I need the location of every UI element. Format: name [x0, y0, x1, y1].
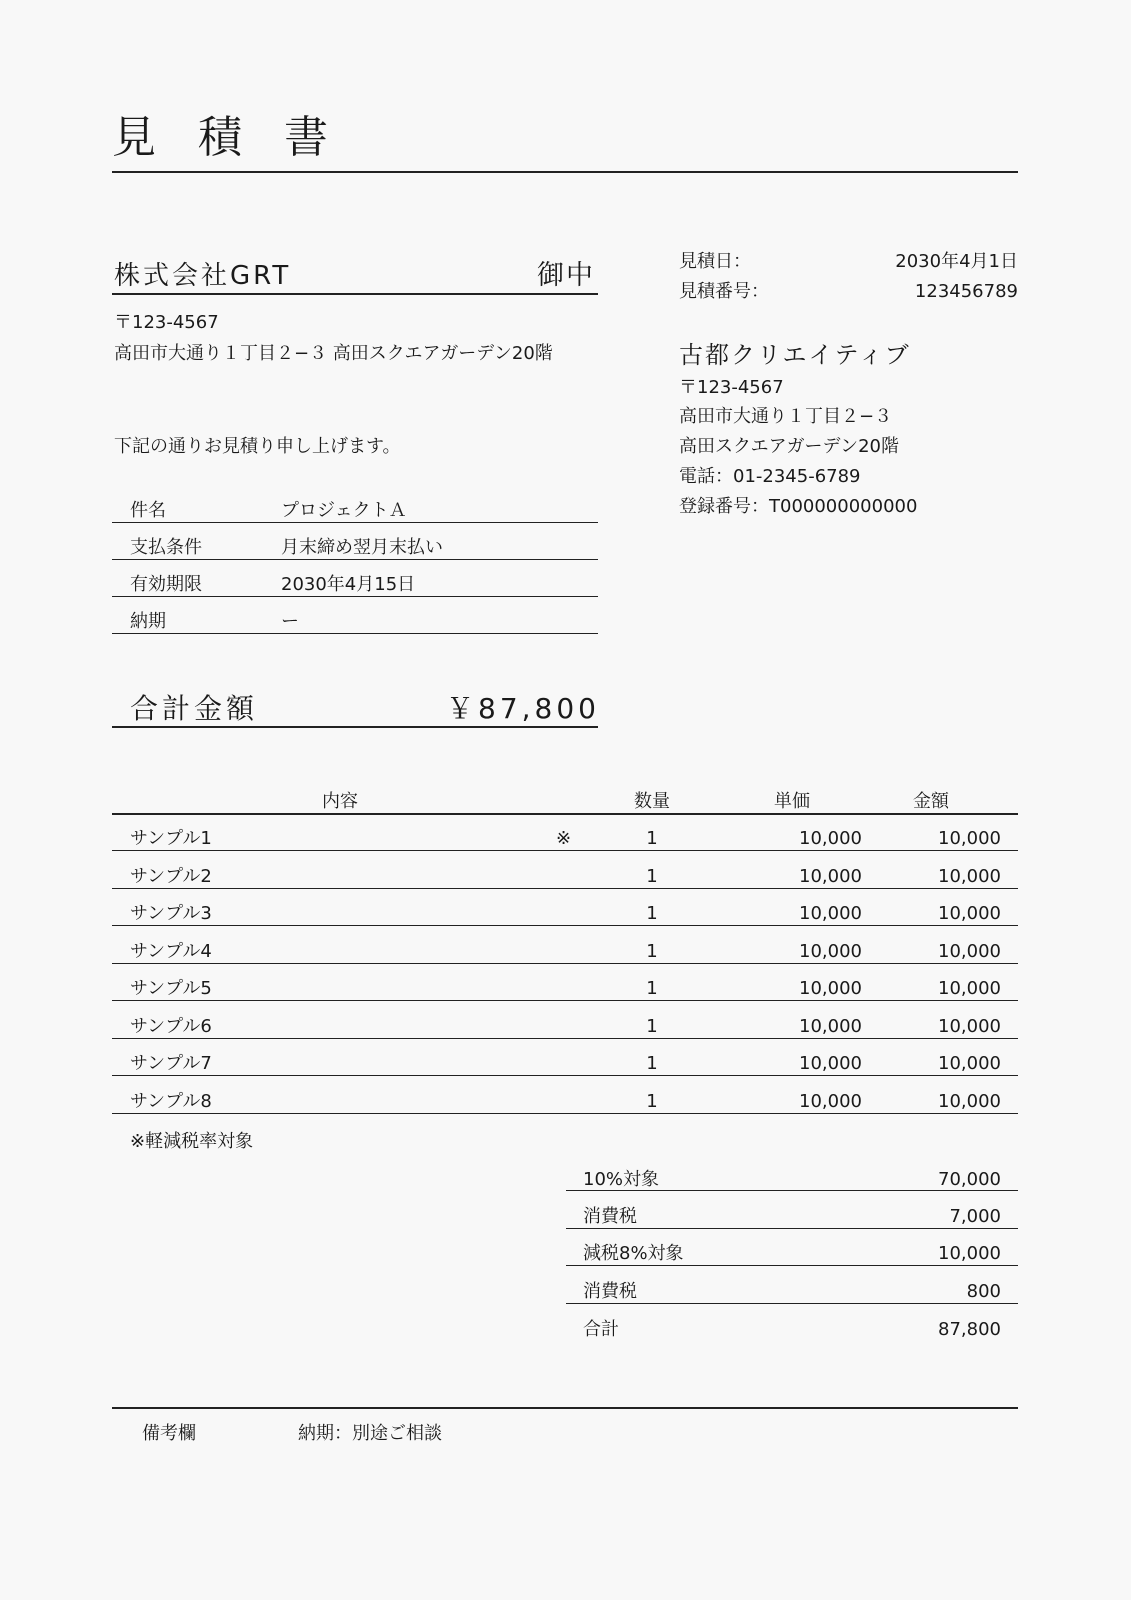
- table-row-divider: [112, 888, 1018, 889]
- issuer-address-line1: 高田市大通り１丁目２−３: [679, 406, 893, 427]
- issuer-zip: 〒123-4567: [679, 377, 784, 398]
- client-underline: [112, 293, 598, 295]
- client-honorific: 御中: [537, 260, 595, 291]
- row-item-name: サンプル5: [130, 978, 212, 999]
- row-amount: 10,000: [938, 1016, 1001, 1037]
- info-value-delivery: ー: [281, 611, 299, 632]
- info-row-divider: [112, 522, 598, 523]
- table-row-divider: [112, 963, 1018, 964]
- info-row-divider: [112, 633, 598, 634]
- header-unit-price: 単価: [774, 791, 810, 812]
- summary-divider: [566, 1265, 1018, 1266]
- row-quantity: 1: [646, 866, 658, 887]
- summary-value-total: 87,800: [938, 1319, 1001, 1340]
- issuer-name: 古都クリエイティブ: [679, 341, 911, 369]
- row-unit-price: 10,000: [799, 1053, 862, 1074]
- summary-label-total: 合計: [583, 1319, 619, 1340]
- intro-text: 下記の通りお見積り申し上げます。: [114, 436, 401, 457]
- remarks-divider: [112, 1407, 1018, 1409]
- header-divider: [112, 813, 1018, 815]
- info-value-payment: 月末締め翌月末払い: [281, 537, 443, 558]
- summary-label-tax-8pct: 消費税: [583, 1281, 637, 1302]
- row-item-name: サンプル6: [130, 1016, 212, 1037]
- total-amount-value: ￥87,800: [446, 692, 600, 725]
- row-quantity: 1: [646, 1053, 658, 1074]
- table-row-divider: [112, 850, 1018, 851]
- info-value-validity: 2030年4月15日: [281, 574, 416, 595]
- estimate-number-label: 見積番号：: [679, 281, 769, 302]
- row-quantity: 1: [646, 903, 658, 924]
- table-row-divider: [112, 1113, 1018, 1114]
- row-quantity: 1: [646, 1016, 658, 1037]
- header-amount: 金額: [913, 791, 949, 812]
- header-content: 内容: [322, 791, 358, 812]
- remarks-value: 納期：別途ご相談: [298, 1423, 442, 1444]
- summary-divider: [566, 1228, 1018, 1229]
- row-amount: 10,000: [938, 1091, 1001, 1112]
- remarks-label: 備考欄: [142, 1423, 196, 1444]
- row-item-name: サンプル4: [130, 941, 212, 962]
- row-amount: 10,000: [938, 1053, 1001, 1074]
- table-row-divider: [112, 1075, 1018, 1076]
- row-item-name: サンプル7: [130, 1053, 212, 1074]
- row-unit-price: 10,000: [799, 866, 862, 887]
- row-unit-price: 10,000: [799, 1016, 862, 1037]
- summary-value-8pct: 10,000: [938, 1243, 1001, 1264]
- issuer-phone: 電話：01-2345-6789: [679, 466, 861, 487]
- summary-label-8pct: 減税8%対象: [583, 1243, 684, 1264]
- table-row-divider: [112, 925, 1018, 926]
- row-quantity: 1: [646, 828, 658, 849]
- row-unit-price: 10,000: [799, 978, 862, 999]
- issuer-registration: 登録番号：T000000000000: [679, 496, 918, 517]
- total-amount-label: 合計金額: [130, 692, 259, 725]
- estimate-date-label: 見積日：: [679, 251, 751, 272]
- info-label-payment: 支払条件: [130, 537, 202, 558]
- row-amount: 10,000: [938, 828, 1001, 849]
- summary-value-tax-10pct: 7,000: [949, 1206, 1001, 1227]
- client-zip: 〒123-4567: [114, 312, 219, 333]
- info-row-divider: [112, 596, 598, 597]
- row-quantity: 1: [646, 1091, 658, 1112]
- row-quantity: 1: [646, 941, 658, 962]
- table-row-divider: [112, 1038, 1018, 1039]
- reduced-tax-note: ※軽減税率対象: [130, 1131, 254, 1152]
- summary-value-10pct: 70,000: [938, 1169, 1001, 1190]
- row-unit-price: 10,000: [799, 903, 862, 924]
- row-amount: 10,000: [938, 903, 1001, 924]
- estimate-number-value: 123456789: [914, 281, 1018, 302]
- summary-value-tax-8pct: 800: [966, 1281, 1001, 1302]
- row-amount: 10,000: [938, 978, 1001, 999]
- client-name: 株式会社GRT: [114, 261, 292, 291]
- row-item-name: サンプル3: [130, 903, 212, 924]
- issuer-address-line2: 高田スクエアガーデン20階: [679, 436, 900, 457]
- summary-divider: [566, 1303, 1018, 1304]
- row-item-name: サンプル8: [130, 1091, 212, 1112]
- row-reduced-mark: ※: [556, 828, 572, 849]
- total-underline: [112, 726, 598, 728]
- summary-divider: [566, 1190, 1018, 1191]
- row-unit-price: 10,000: [799, 941, 862, 962]
- info-row-divider: [112, 559, 598, 560]
- title-underline: [112, 171, 1018, 173]
- table-row-divider: [112, 1000, 1018, 1001]
- info-label-validity: 有効期限: [130, 574, 202, 595]
- row-item-name: サンプル1: [130, 828, 212, 849]
- row-item-name: サンプル2: [130, 866, 212, 887]
- document-title: 見 積 書: [112, 112, 342, 163]
- info-value-subject: プロジェクトＡ: [281, 500, 407, 521]
- row-quantity: 1: [646, 978, 658, 999]
- summary-label-10pct: 10%対象: [583, 1169, 660, 1190]
- row-amount: 10,000: [938, 866, 1001, 887]
- estimate-date-value: 2030年4月1日: [895, 251, 1018, 272]
- info-label-subject: 件名: [130, 500, 166, 521]
- summary-label-tax-10pct: 消費税: [583, 1206, 637, 1227]
- header-quantity: 数量: [634, 791, 670, 812]
- row-unit-price: 10,000: [799, 1091, 862, 1112]
- row-amount: 10,000: [938, 941, 1001, 962]
- client-address: 高田市大通り１丁目２−３ 高田スクエアガーデン20階: [114, 343, 553, 364]
- row-unit-price: 10,000: [799, 828, 862, 849]
- info-label-delivery: 納期: [130, 611, 166, 632]
